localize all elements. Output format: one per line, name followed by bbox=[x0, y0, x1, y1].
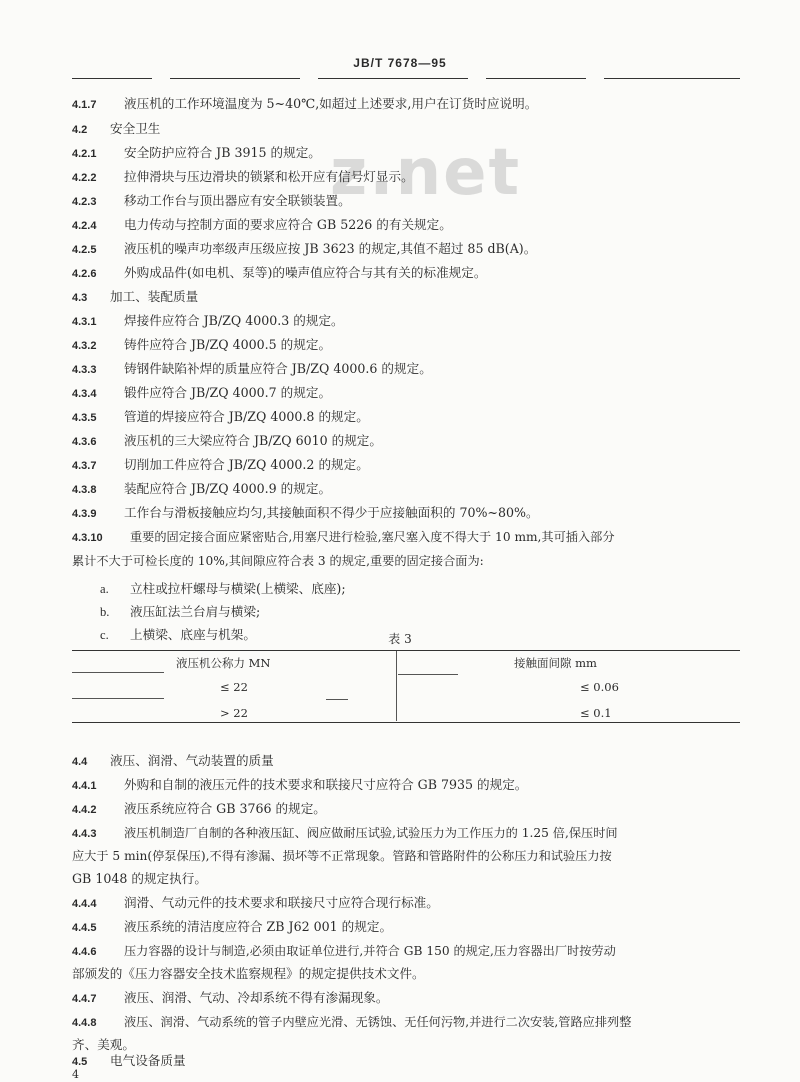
list-item: a. 立柱或拉杆螺母与横梁(上横梁、底座); bbox=[100, 581, 346, 596]
clause-line: 4.4.6 压力容器的设计与制造,必须由取证单位进行,并符合 GB 150 的规定,压力容器出厂时按劳动 bbox=[72, 944, 616, 958]
clause-line: 4.3.3 铸钢件缺陷补焊的质量应符合 JB/ZQ 4000.6 的规定。 bbox=[72, 361, 432, 376]
table-cell-gap: ≤ 0.1 bbox=[580, 706, 612, 720]
table-top-rule bbox=[72, 650, 740, 651]
table-rule bbox=[398, 674, 458, 675]
clause-line: 4.2.5 液压机的噪声功率级声压级应按 JB 3623 的规定,其值不超过 85 dB(A)。 bbox=[72, 241, 537, 256]
table-column-divider bbox=[396, 651, 397, 721]
section-heading: 4.2 安全卫生 bbox=[72, 121, 161, 136]
table-header-force: 液压机公称力 MN bbox=[176, 656, 271, 670]
table-rule bbox=[72, 698, 164, 699]
clause-line: 4.3.9 工作台与滑板接触应均匀,其接触面积不得少于应接触面积的 70%~80%。 bbox=[72, 505, 539, 520]
clause-continuation: 应大于 5 min(停泵保压),不得有渗漏、损坏等不正常现象。管路和管路附件的公称压力和试验压力按 bbox=[72, 849, 612, 863]
clause-line: 4.3.10 重要的固定接合面应紧密贴合,用塞尺进行检验,塞尺塞入度不得大于 10 mm,其可插入部分 bbox=[72, 530, 615, 544]
table-rule bbox=[72, 672, 164, 673]
table-caption: 表 3 bbox=[388, 632, 412, 646]
clause-continuation: 部颁发的《压力容器安全技术监察规程》的规定提供技术文件。 bbox=[72, 966, 425, 981]
page-number: 4 bbox=[72, 1068, 79, 1081]
clause-line: 4.3.4 锻件应符合 JB/ZQ 4000.7 的规定。 bbox=[72, 385, 332, 400]
section-heading: 4.5 电气设备质量 bbox=[72, 1053, 186, 1068]
clause-line: 4.4.8 液压、润滑、气动系统的管子内壁应光滑、无锈蚀、无任何污物,并进行二次安装,管路应排列整 bbox=[72, 1015, 632, 1029]
table-bottom-rule bbox=[72, 722, 740, 723]
clause-line: 4.2.4 电力传动与控制方面的要求应符合 GB 5226 的有关规定。 bbox=[72, 217, 452, 232]
table-cell-gap: ≤ 0.06 bbox=[580, 680, 619, 694]
clause-line: 4.4.4 润滑、气动元件的技术要求和联接尺寸应符合现行标准。 bbox=[72, 895, 439, 910]
list-item: b. 液压缸法兰台肩与横梁; bbox=[100, 604, 261, 619]
section-heading: 4.3 加工、装配质量 bbox=[72, 289, 199, 304]
table-rule bbox=[326, 699, 348, 700]
clause-line: 4.4.5 液压系统的清洁度应符合 ZB J62 001 的规定。 bbox=[72, 919, 393, 934]
clause-line: 4.3.1 焊接件应符合 JB/ZQ 4000.3 的规定。 bbox=[72, 313, 344, 328]
clause-line: 4.2.6 外购成品件(如电机、泵等)的噪声值应符合与其有关的标准规定。 bbox=[72, 265, 487, 280]
header-rule bbox=[486, 78, 586, 79]
clause-line: 4.4.2 液压系统应符合 GB 3766 的规定。 bbox=[72, 801, 326, 816]
clause-line: 4.2.1 安全防护应符合 JB 3915 的规定。 bbox=[72, 145, 321, 160]
clause-line: 4.4.3 液压机制造厂自制的各种液压缸、阀应做耐压试验,试验压力为工作压力的 1.25 倍,保压时间 bbox=[72, 826, 618, 840]
table-header-gap: 接触面间隙 mm bbox=[514, 656, 597, 670]
header-rule bbox=[318, 78, 468, 79]
clause-line: 4.3.7 切削加工件应符合 JB/ZQ 4000.2 的规定。 bbox=[72, 457, 369, 472]
clause-line: 4.1.7 液压机的工作环境温度为 5~40℃,如超过上述要求,用户在订货时应说明。 bbox=[72, 96, 538, 111]
header-rule bbox=[604, 78, 740, 79]
clause-line: 4.3.5 管道的焊接应符合 JB/ZQ 4000.8 的规定。 bbox=[72, 409, 369, 424]
watermark: z.net bbox=[330, 136, 522, 210]
table-cell-force: ≤ 22 bbox=[220, 680, 248, 694]
section-heading: 4.4 液压、润滑、气动装置的质量 bbox=[72, 753, 274, 768]
standard-code-header: JB/T 7678—95 bbox=[353, 56, 447, 70]
header-rule bbox=[72, 78, 152, 79]
list-item: c. 上横梁、底座与机架。 bbox=[100, 627, 256, 642]
clause-line: 4.3.2 铸件应符合 JB/ZQ 4000.5 的规定。 bbox=[72, 337, 332, 352]
clause-line: 4.3.6 液压机的三大梁应符合 JB/ZQ 6010 的规定。 bbox=[72, 433, 382, 448]
clause-line: 4.2.2 拉伸滑块与压边滑块的锁紧和松开应有信号灯显示。 bbox=[72, 169, 414, 184]
clause-line: 4.2.3 移动工作台与顶出器应有安全联锁装置。 bbox=[72, 193, 351, 208]
clause-continuation: 齐、美观。 bbox=[72, 1037, 135, 1052]
header-rule bbox=[170, 78, 300, 79]
table-cell-force: > 22 bbox=[220, 706, 248, 720]
clause-continuation: 累计不大于可检长度的 10%,其间隙应符合表 3 的规定,重要的固定接合面为: bbox=[72, 554, 484, 568]
clause-continuation: GB 1048 的规定执行。 bbox=[72, 871, 207, 886]
clause-line: 4.3.8 装配应符合 JB/ZQ 4000.9 的规定。 bbox=[72, 481, 332, 496]
clause-line: 4.4.7 液压、润滑、气动、冷却系统不得有渗漏现象。 bbox=[72, 990, 389, 1005]
clause-line: 4.4.1 外购和自制的液压元件的技术要求和联接尺寸应符合 GB 7935 的规定。 bbox=[72, 777, 528, 792]
